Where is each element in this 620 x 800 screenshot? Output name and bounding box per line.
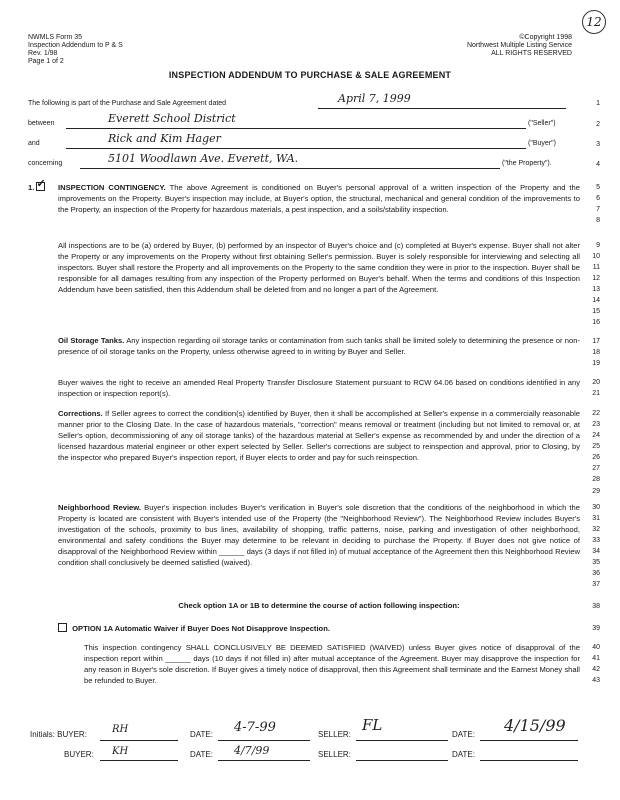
line-number: 9 (596, 242, 600, 249)
line-number: 6 (596, 195, 600, 202)
page-title: INSPECTION ADDENDUM TO PURCHASE & SALE AGREEMENT (168, 70, 452, 80)
line-number: 42 (592, 666, 600, 673)
seller-label-1: SELLER: (318, 730, 351, 739)
line-number: 36 (592, 570, 600, 577)
line-number: 12 (592, 275, 600, 282)
line-number: 25 (592, 443, 600, 450)
date-label-3: DATE: (190, 750, 213, 759)
line-number: 8 (596, 217, 600, 224)
buyer-date-line-1[interactable] (218, 740, 310, 741)
form-subtitle: Inspection Addendum to P & S (28, 42, 123, 49)
line-number: 4 (596, 161, 600, 168)
page-number-circle: 12 (582, 10, 606, 34)
buyer-initials-2: KH (112, 746, 129, 757)
date-label-1: DATE: (190, 730, 213, 739)
buyer-date-1: 4-7-99 (234, 720, 276, 735)
line-number: 24 (592, 432, 600, 439)
inspection-contingency-paragraph (58, 182, 580, 215)
check-option-instruction: Check option 1A or 1B to determine the course of action following inspection: (178, 601, 460, 610)
buyer-initials-line-1[interactable] (100, 740, 178, 741)
line-number: 31 (592, 515, 600, 522)
line-number: 3 (596, 141, 600, 148)
line-number: 15 (592, 308, 600, 315)
concerning-label: concerning (28, 160, 63, 167)
seller-date-1: 4/15/99 (504, 716, 566, 735)
copyright-block (467, 34, 572, 58)
neighborhood-review-text: Buyer's inspection includes Buyer's verification in Buyer's sole discretion that the conditions of the neighborhood in which the Property is located are consistent with Buyer's intended use of the Property (the "Neighborhood Review"). The Neighborhood Review includes Buyer's investigation of the schools, proximity to bus lines, availability of shopping, traffic patterns, noise, parking and investigation of other neighborhood, environmental and safety conditions the Buyer may determine to be relevant in deciding to purchase the Property. If Buyer does not give notice of disapproval of the Neighborhood Review within ______ days (3 days if not filled in) of mutual acceptance of the Agreement then this Neighborhood Review condition shall conclusively be deemed satisfied (waived). (58, 503, 580, 568)
inspection-contingency-text: The above Agreement is conditioned on Buyer's personal approval of a written inspection of the Property and the improvements on the Property. Buyer's inspection may include, at Buyer's option, the structural, mechanical and general condition of the improvements to the Property, an inspection of the Property for hazardous materials, a pest inspection, and a soils/stability inspection. (58, 183, 580, 215)
buyer-tag: ("Buyer") (528, 140, 556, 147)
copyright: ©Copyright 1998 (519, 34, 572, 41)
seller-date-line-1[interactable] (480, 740, 578, 741)
line-number: 13 (592, 286, 600, 293)
buyer-label-1: BUYER: (57, 730, 87, 739)
line-number: 35 (592, 559, 600, 566)
line-number: 32 (592, 526, 600, 533)
line-number: 19 (592, 360, 600, 367)
form-number: NWMLS Form 35 (28, 34, 83, 41)
disclosure-waiver-paragraph: Buyer waives the right to receive an amended Real Property Transfer Disclosure Statement pursuant to RCW 64.06 based on conditions identified in any inspection or inspection report(s). (58, 378, 580, 399)
buyer-date-line-2[interactable] (218, 760, 310, 761)
line-number: 23 (592, 421, 600, 428)
buyer-date-2: 4/7/99 (234, 744, 270, 757)
line-number: 7 (596, 206, 600, 213)
line-number: 18 (592, 349, 600, 356)
publisher: Northwest Multiple Listing Service (466, 42, 572, 49)
corrections-paragraph (58, 408, 580, 463)
line-number: 30 (592, 504, 600, 511)
seller-initials-line-2[interactable] (356, 760, 448, 761)
form-revision: Rev. 1/98 (28, 50, 58, 57)
corrections-heading: Corrections. (58, 409, 103, 418)
line-number: 37 (592, 581, 600, 588)
line-number: 28 (592, 476, 600, 483)
line-number: 16 (592, 319, 600, 326)
line-number: 38 (592, 603, 600, 610)
line-number: 39 (592, 625, 600, 632)
between-label: between (28, 120, 55, 127)
line-number: 29 (592, 488, 600, 495)
page-count: Page 1 of 2 (28, 58, 64, 65)
form-info (28, 34, 123, 66)
line-number: 33 (592, 537, 600, 544)
seller-initials-1: FL (362, 716, 383, 734)
date-label-4: DATE: (452, 750, 475, 759)
seller-initials-line-1[interactable] (356, 740, 448, 741)
line-number: 26 (592, 454, 600, 461)
buyer-initials-1: RH (112, 724, 129, 735)
inspections-paragraph: All inspections are to be (a) ordered by Buyer, (b) performed by an inspector of Buyer's choice and (c) completed at Buyer's expense. Buyer shall not alter the Property or any improvements on the Property without first obtaining Seller's permission. Buyer is solely responsible for interviewing and selecting all inspectors. Buyer shall restore the Property and all improvements on the Property to the same condition they were in prior to the inspection. Buyer shall be responsible for all damages resulting from any inspection of the Property performed on Buyer's behalf. When the terms and conditions of this Inspection Addendum have been satisfied, then this Addendum shall be deleted from and no longer a part of the Agreement. (58, 241, 580, 295)
line-number: 41 (592, 655, 600, 662)
option-1a-heading: OPTION 1A Automatic Waiver if Buyer Does Not Disapprove Inspection. (72, 624, 330, 633)
inspection-contingency-heading: INSPECTION CONTINGENCY. (58, 183, 166, 192)
section-number-text: 1. (28, 183, 35, 192)
line-number: 5 (596, 184, 600, 191)
oil-tanks-text: Any inspection regarding oil storage tanks or contamination from such tanks shall be limited solely to determining the presence or non-presence of oil storage tanks on the Property, unless otherwise agreed to in writing by Buyer and Seller. (58, 336, 580, 357)
and-label: and (28, 140, 40, 147)
neighborhood-review-heading: Neighborhood Review. (58, 503, 142, 512)
line-number: 22 (592, 410, 600, 417)
line-number: 43 (592, 677, 600, 684)
corrections-text: If Seller agrees to correct the condition(s) identified by Buyer, then it shall be accomplished at Seller's expense in a commercially reasonable manner prior to the Closing Date. In the case of hazardous materials, "correction" means removal or treatment (including but not limited to removal or, at Seller's option, decommissioning of any oil storage tanks) of the hazardous material at Seller's expense as recommended by and under the direction of a licensed hazardous material engineer or other expert selected by Seller. Seller's corrections are subject to reinspection and approval, prior to Closing, by the inspector who prepared Buyer's inspection report, if Buyer elects to order and pay for such reinspection. (58, 409, 580, 463)
initials-label: Initials: (30, 730, 55, 739)
line-number: 40 (592, 644, 600, 651)
date-line (318, 108, 566, 109)
oil-tanks-paragraph (58, 335, 580, 357)
seller-name: Everett School District (108, 112, 236, 125)
line-number: 1 (596, 100, 600, 107)
option-1a-row (58, 623, 580, 634)
intro-text: The following is part of the Purchase and Sale Agreement dated (28, 100, 227, 107)
rights: ALL RIGHTS RESERVED (491, 50, 572, 57)
line-number: 20 (592, 379, 600, 386)
property-line (80, 168, 500, 169)
seller-date-line-2[interactable] (480, 760, 578, 761)
line-number: 10 (592, 253, 600, 260)
seller-tag: ("Seller") (528, 120, 556, 127)
option-1a-checkbox[interactable] (58, 623, 67, 632)
seller-line (66, 128, 526, 129)
agreement-date: April 7, 1999 (338, 92, 411, 105)
initials-row-1 (30, 730, 87, 740)
date-label-2: DATE: (452, 730, 475, 739)
property-tag: ("the Property"). (502, 160, 552, 167)
property-address: 5101 Woodlawn Ave. Everett, WA. (108, 152, 299, 165)
line-number: 34 (592, 548, 600, 555)
line-number: 14 (592, 297, 600, 304)
oil-tanks-heading: Oil Storage Tanks. (58, 336, 125, 345)
option-1a-text: This inspection contingency SHALL CONCLUSIVELY BE DEEMED SATISFIED (WAIVED) unless Buyer gives notice of disapproval of the inspection report within ______ days (10 days if not filled in) after mutual acceptance of the Agreement. Buyer may disapprove the inspection for any reason in Buyer's sole discretion. If Buyer gives a timely notice of disapproval, then this Agreement shall terminate and the Earnest Money shall be refunded to Buyer. (84, 643, 580, 686)
buyer-label-2: BUYER: (64, 750, 94, 759)
buyer-name: Rick and Kim Hager (108, 132, 221, 145)
seller-label-2: SELLER: (318, 750, 351, 759)
neighborhood-review-paragraph (58, 502, 580, 569)
line-number: 21 (592, 390, 600, 397)
line-number: 27 (592, 465, 600, 472)
line-number: 2 (596, 121, 600, 128)
buyer-line (66, 148, 526, 149)
section-checkbox[interactable]: ✓ (36, 177, 46, 190)
line-number: 17 (592, 338, 600, 345)
line-number: 11 (592, 264, 600, 271)
buyer-initials-line-2[interactable] (100, 760, 178, 761)
section-number (28, 177, 48, 193)
